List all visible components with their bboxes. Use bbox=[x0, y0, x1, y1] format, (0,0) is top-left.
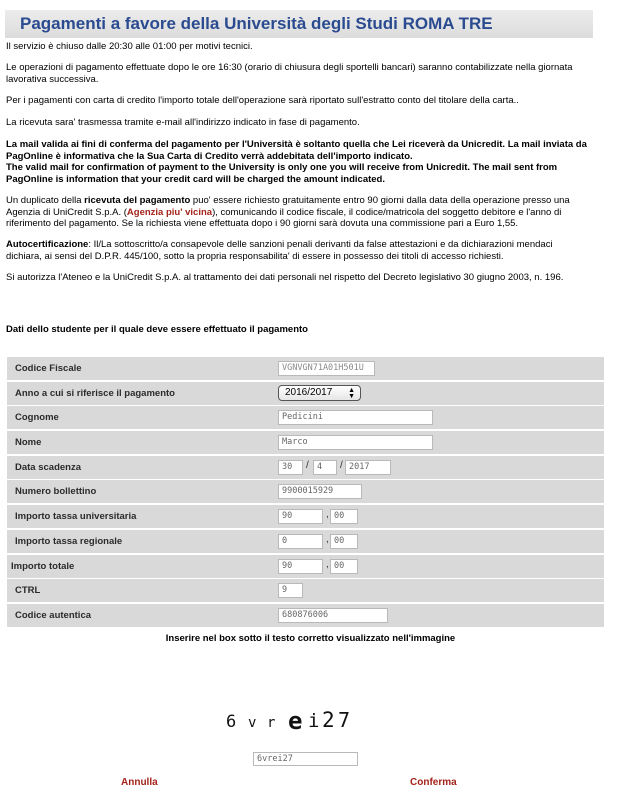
decimal-separator: , bbox=[326, 509, 329, 521]
anno-select[interactable] bbox=[278, 385, 361, 401]
date-separator: / bbox=[340, 459, 343, 471]
importo-universitaria-dec-field[interactable]: 00 bbox=[330, 509, 358, 524]
anno-label: Anno a cui si riferisce il pagamento bbox=[15, 387, 175, 399]
payment-form bbox=[7, 357, 604, 629]
codice-autentica-field[interactable]: 680876006 bbox=[278, 608, 388, 623]
numero-bollettino-row bbox=[7, 480, 604, 503]
scadenza-year-field[interactable]: 2017 bbox=[345, 460, 391, 475]
self-certification-label: Autocertificazione bbox=[6, 239, 89, 250]
captcha-char: 2 bbox=[322, 708, 335, 732]
cognome-field[interactable]: Pedicini bbox=[278, 410, 433, 425]
duplicate-text-bold: ricevuta del pagamento bbox=[84, 195, 191, 206]
importo-totale-dec-field[interactable]: 00 bbox=[330, 559, 358, 574]
privacy-note: Si autorizza l'Ateneo e la UniCredit S.p.A. al trattamento dei dati personali nel rispetto del Decreto legislativo 30 giugno 2003, n. 196. bbox=[6, 272, 564, 283]
credit-card-note: Per i pagamenti con carta di credito l'importo totale dell'operazione sarà riportato sull'estratto conto del titolare della carta.. bbox=[6, 95, 519, 106]
importo-regionale-row bbox=[7, 530, 604, 553]
ctrl-field[interactable]: 9 bbox=[278, 583, 303, 598]
valid-mail-note-it: La mail valida ai fini di conferma del pagamento per l'Università è soltanto quella che Lei riceverà da Unicredit. La mail inviata da PagOnline è informativa che la Sua Carta di Credito verrà addebitata dell'importo indicato. bbox=[6, 139, 587, 162]
scadenza-day-field[interactable]: 30 bbox=[278, 460, 303, 475]
importo-totale-row bbox=[7, 555, 604, 578]
numero-bollettino-label: Numero bollettino bbox=[15, 486, 97, 498]
captcha-char: 7 bbox=[338, 708, 351, 732]
date-separator: / bbox=[306, 459, 309, 471]
data-scadenza-row bbox=[7, 456, 604, 479]
self-certification-text: : Il/La sottoscritto/a consapevole delle sanzioni penali derivanti da false attestazioni e da dichiarazioni mendaci dichiara, ai sensi del D.P.R. 445/100, sotto la propria responsabilita' di essere in possesso dei titoli di accesso richiesti. bbox=[6, 239, 553, 262]
importo-regionale-label: Importo tassa regionale bbox=[15, 535, 123, 547]
codice-fiscale-field: VGNVGN71A01H501U bbox=[278, 361, 375, 376]
importo-regionale-dec-field[interactable]: 00 bbox=[330, 534, 358, 549]
captcha-image bbox=[222, 706, 362, 736]
captcha-char: e bbox=[288, 707, 303, 735]
anno-row bbox=[7, 382, 604, 405]
codice-fiscale-row bbox=[7, 357, 604, 380]
numero-bollettino-field[interactable]: 9900015929 bbox=[278, 484, 362, 499]
processing-time-note: Le operazioni di pagamento effettuate dopo le ore 16:30 (orario di chiusura degli sportelli bancari) saranno contabilizzate nella giornata lavorativa successiva. bbox=[6, 62, 573, 85]
ctrl-label: CTRL bbox=[15, 585, 41, 597]
cognome-label: Cognome bbox=[15, 412, 59, 424]
valid-mail-note-en: The valid mail for confirmation of payment to the University is only one you will receive from Unicredit. The mail sent from PagOnline is information that your credit card will be charged the amount indicated. bbox=[6, 162, 558, 185]
data-scadenza-label: Data scadenza bbox=[15, 461, 82, 473]
updown-arrows-icon: ▲ ▼ bbox=[348, 386, 355, 400]
importo-universitaria-int-field[interactable]: 90 bbox=[278, 509, 323, 524]
codice-autentica-row bbox=[7, 604, 604, 627]
cancel-button[interactable]: Annulla bbox=[121, 777, 158, 788]
receipt-note: La ricevuta sara' trasmessa tramite e-mail all'indirizzo indicato in fase di pagamento. bbox=[6, 117, 360, 128]
codice-autentica-label: Codice autentica bbox=[15, 609, 92, 621]
duplicate-receipt-note bbox=[6, 195, 591, 230]
importo-totale-int-field[interactable]: 90 bbox=[278, 559, 323, 574]
self-certification-note bbox=[6, 239, 591, 262]
importo-universitaria-label: Importo tassa universitaria bbox=[15, 511, 137, 523]
codice-fiscale-label: Codice Fiscale bbox=[15, 363, 82, 374]
valid-mail-note bbox=[6, 139, 591, 185]
duplicate-text-d: ), comunicando il codice fiscale, il codice/matricola del soggetto debitore e l'anno di riferimento del pagamento. Se la richiesta viene effettuata dopo i 90 giorni sarà dovuta una commissione pari a Euro 1,55. bbox=[6, 206, 562, 229]
captcha-char: 6 bbox=[226, 712, 237, 732]
page-title: Pagamenti a favore della Università degli Studi ROMA TRE bbox=[5, 10, 593, 38]
scadenza-month-field[interactable]: 4 bbox=[313, 460, 337, 475]
captcha-instruction: Inserire nel box sotto il testo corretto visualizzato nell'immagine bbox=[165, 633, 456, 644]
cognome-row bbox=[7, 406, 604, 429]
nearest-branch-link[interactable]: Agenzia piu' vicina bbox=[126, 206, 213, 218]
nome-row bbox=[7, 431, 604, 454]
duplicate-text-c: puo' essere richiesto gratuitamente entro 90 giorni dalla data della operazione presso una Agenzia di UniCredit S.p.A. ( bbox=[6, 195, 570, 218]
importo-totale-label: Importo totale bbox=[11, 560, 75, 572]
importo-universitaria-row bbox=[7, 505, 604, 528]
service-hours-note: Il servizio è chiuso dalle 20:30 alle 01:00 per motivi tecnici. bbox=[6, 41, 253, 52]
decimal-separator: , bbox=[326, 558, 329, 570]
duplicate-text-a: Un duplicato della bbox=[6, 195, 85, 206]
importo-regionale-int-field[interactable]: 0 bbox=[278, 534, 323, 549]
nome-label: Nome bbox=[15, 437, 42, 449]
captcha-char: r bbox=[267, 715, 276, 731]
captcha-char: i bbox=[308, 710, 320, 732]
decimal-separator: , bbox=[326, 533, 329, 545]
nome-field[interactable]: Marco bbox=[278, 435, 433, 450]
captcha-char: v bbox=[248, 715, 257, 731]
confirm-button[interactable]: Conferma bbox=[410, 777, 457, 788]
anno-selected-value: 2016/2017 bbox=[285, 386, 333, 398]
ctrl-row bbox=[7, 579, 604, 602]
form-section-title: Dati dello studente per il quale deve essere effettuato il pagamento bbox=[6, 324, 308, 335]
captcha-input[interactable]: 6vrei27 bbox=[253, 752, 358, 766]
